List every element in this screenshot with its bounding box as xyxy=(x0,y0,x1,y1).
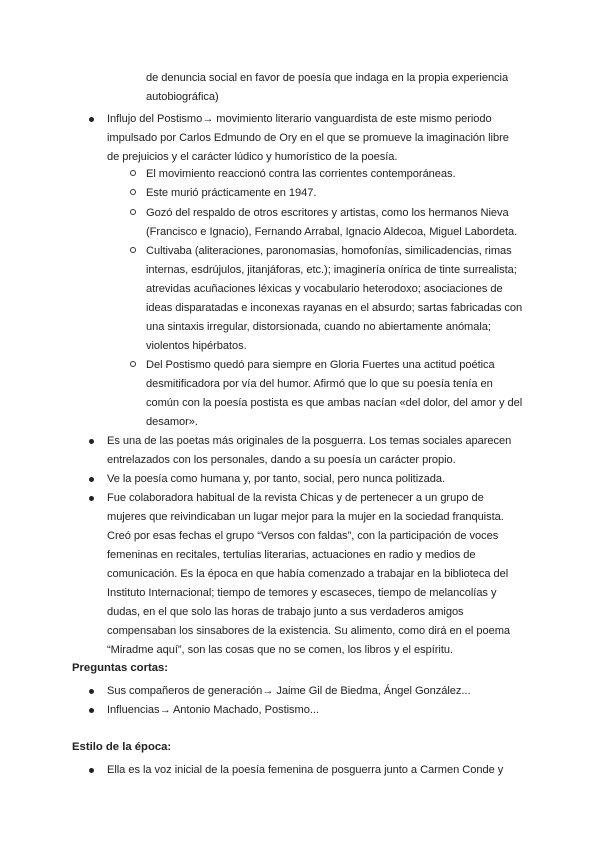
text-line: mujeres que reivindicaban un lugar mejor para la mujer en la sociedad franquista. xyxy=(107,511,504,523)
text-line: ideas disparatadas e inconexas rayanas en el absurdo; sartas fabricadas con xyxy=(146,302,523,314)
text-line: internas, esdrújulos, jitanjáforas, etc.); imaginería onírica de tinte surrealista; xyxy=(146,264,517,276)
text-line: común con la poesía postista es que ambas nacían «del dolor, del amor y del xyxy=(146,397,523,409)
text-line: de prejuicios y el carácter lúdico y humorístico de la poesía. xyxy=(107,151,398,163)
section-heading-estilo: Estilo de la época: xyxy=(72,741,172,753)
text-line: Gozó del respaldo de otros escritores y artistas, como los hermanos Nieva xyxy=(146,207,509,219)
sub-bullet-circle xyxy=(130,170,136,176)
text-line: violentos hipérbatos. xyxy=(146,340,247,352)
text-line: Del Postismo quedó para siempre en Gloria Fuertes una actitud poética xyxy=(146,359,495,371)
text-line: El movimiento reaccionó contra las corrientes contemporáneas. xyxy=(146,168,456,180)
text-line: impulsado por Carlos Edmundo de Ory en el que se promueve la imaginación libre xyxy=(107,132,509,144)
text-line: dudas, en el que solo las horas de trabajo junto a sus verdaderos amigos xyxy=(107,606,464,618)
text-line: Ve la poesía como humana y, por tanto, social, pero nunca politizada. xyxy=(107,473,445,485)
text-line: Instituto Internacional; tiempo de temores y escaseces, tiempo de melancolías y xyxy=(107,587,497,599)
text-line: de denuncia social en favor de poesía que indaga en la propia experiencia xyxy=(146,72,509,84)
sub-bullet-circle xyxy=(130,189,136,195)
bullet-dot xyxy=(89,117,94,122)
text-line: Influjo del Postismo→ movimiento literario vanguardista de este mismo periodo xyxy=(107,113,492,125)
bullet-dot xyxy=(89,439,94,444)
text-line: compensaban los sinsabores de la existencia. Su alimento, como dirá en el poema xyxy=(107,625,511,637)
bullet-dot xyxy=(89,708,94,713)
bullet-dot xyxy=(89,689,94,694)
text-line: Creó por esas fechas el grupo “Versos con faldas”, con la participación de voces xyxy=(107,530,499,542)
text-line: atrevidas acuñaciones léxicas y vocabulario heterodoxo; asociaciones de xyxy=(146,283,503,295)
text-line: una sintaxis irregular, distorsionada, cuando no abiertamente anómala; xyxy=(146,321,491,333)
sub-bullet-circle xyxy=(130,361,136,367)
text-line: femeninas en recitales, tertulias literarias, actuaciones en radio y medios de xyxy=(107,549,476,561)
text-line: desmitificadora por vía del humor. Afirmó que lo que su poesía tenía en xyxy=(146,378,493,390)
section-heading-preguntas: Preguntas cortas: xyxy=(72,662,169,674)
text-line: Cultivaba (aliteraciones, paronomasias, homofonías, similicadencias, rimas xyxy=(146,245,512,257)
bullet-dot xyxy=(89,477,94,482)
list-item: Ella es la voz inicial de la poesía femenina de posguerra junto a Carmen Conde y xyxy=(107,764,504,776)
list-item: Sus compañeros de generación→ Jaime Gil de Biedma, Ángel González... xyxy=(107,685,471,697)
text-line: desamor». xyxy=(146,416,198,428)
sub-bullet-circle xyxy=(130,247,136,253)
list-item: Influencias→ Antonio Machado, Postismo... xyxy=(107,704,319,716)
bullet-dot xyxy=(89,496,94,501)
text-line: Este murió prácticamente en 1947. xyxy=(146,187,317,199)
text-line: entrelazados con los personales, dando a su poesía un carácter propio. xyxy=(107,454,456,466)
text-line: Es una de las poetas más originales de la posguerra. Los temas sociales aparecen xyxy=(107,435,512,447)
text-line: (Francisco e Ignacio), Fernando Arrabal, Ignacio Aldecoa, Miguel Labordeta. xyxy=(146,226,518,238)
text-line: autobiográfica) xyxy=(146,91,219,103)
sub-bullet-circle xyxy=(130,209,136,215)
text-line: comunicación. Es la época en que había comenzado a trabajar en la biblioteca del xyxy=(107,568,509,580)
bullet-dot xyxy=(89,768,94,773)
text-line: Fue colaboradora habitual de la revista Chicas y de pertenecer a un grupo de xyxy=(107,492,484,504)
text-line: “Miradme aquí”, son las cosas que no se comen, los libros y el espíritu. xyxy=(107,644,454,656)
